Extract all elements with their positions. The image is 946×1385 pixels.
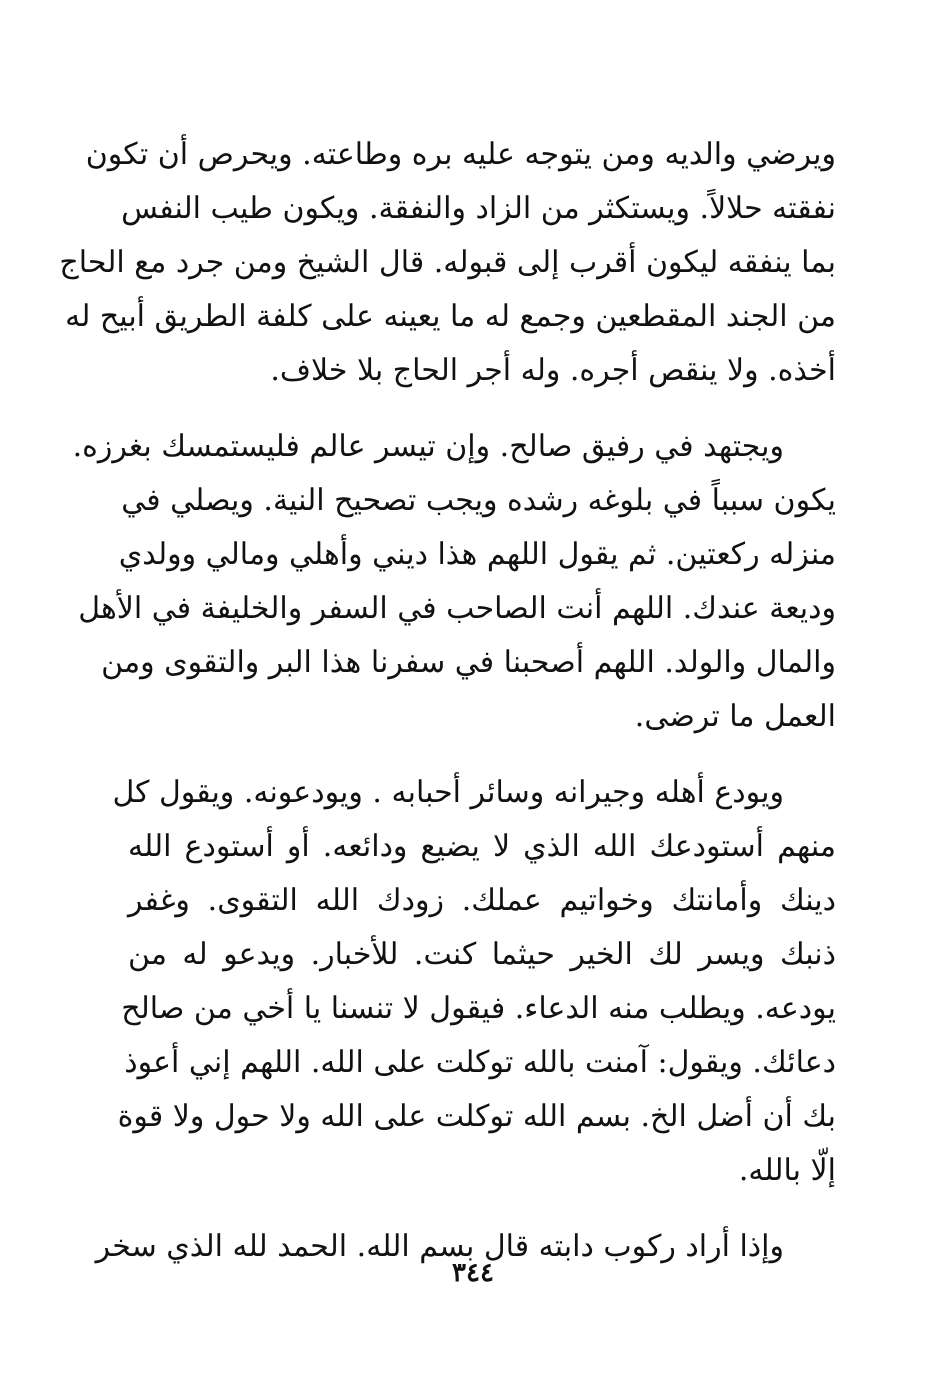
text-line: إلّا بالله. [738, 1153, 836, 1188]
paragraph-1 [59, 128, 836, 398]
text-line: يودعه. ويطلب منه الدعاء. فيقول لا تنسنا يا أخي من صالح [121, 991, 836, 1026]
text-line: وإذا أراد ركوب دابته قال بسم الله. الحمد لله الذي سخر [95, 1229, 784, 1264]
text-line: دينك وأمانتك وخواتيم عملك. زودك الله التقوى. وغفر [128, 883, 836, 918]
text-line: دعائك. ويقول: آمنت بالله توكلت على الله. اللهم إني أعوذ [124, 1045, 836, 1080]
text-line: بك أن أضل الخ. بسم الله توكلت على الله ولا حول ولا قوة [117, 1099, 836, 1134]
text-line: نفقته حلالاً. ويستكثر من الزاد والنفقة. ويكون طيب النفس [121, 191, 836, 226]
text-line: ذنبك ويسر لك الخير حيثما كنت. للأخبار. ويدعو له من [128, 937, 836, 972]
page-number: ٣٤٤ [452, 1258, 494, 1288]
text-line: ويودع أهله وجيرانه وسائر أحبابه . ويودعونه. ويقول كل [112, 775, 784, 810]
text-line: يكون سبباً في بلوغه رشده ويجب تصحيح النية. ويصلي في [121, 483, 836, 518]
text-line: ويرضي والديه ومن يتوجه عليه بره وطاعته. ويحرص أن تكون [85, 137, 836, 172]
text-line: العمل ما ترضى. [634, 699, 836, 734]
text-line: وديعة عندك. اللهم أنت الصاحب في السفر والخليفة في الأهل [78, 591, 836, 626]
text-line: ويجتهد في رفيق صالح. وإن تيسر عالم فليستمسك بغرزه. [72, 429, 784, 464]
text-line: أخذه. ولا ينقص أجره. وله أجر الحاج بلا خلاف. [270, 353, 836, 388]
paragraph-3 [112, 766, 836, 1198]
text-line: والمال والولد. اللهم أصحبنا في سفرنا هذا البر والتقوى ومن [101, 645, 836, 680]
text-line: منهم أستودعك الله الذي لا يضيع ودائعه. أو أستودع الله [128, 829, 836, 864]
text-line: بما ينفقه ليكون أقرب إلى قبوله. قال الشيخ ومن جرد مع الحاج [59, 245, 836, 280]
text-line: من الجند المقطعين وجمع له ما يعينه على كلفة الطريق أبيح له [65, 299, 836, 334]
text-line: منزله ركعتين. ثم يقول اللهم هذا ديني وأهلي ومالي وولدي [118, 537, 836, 572]
page-body [59, 128, 836, 1296]
paragraph-2 [72, 420, 836, 744]
